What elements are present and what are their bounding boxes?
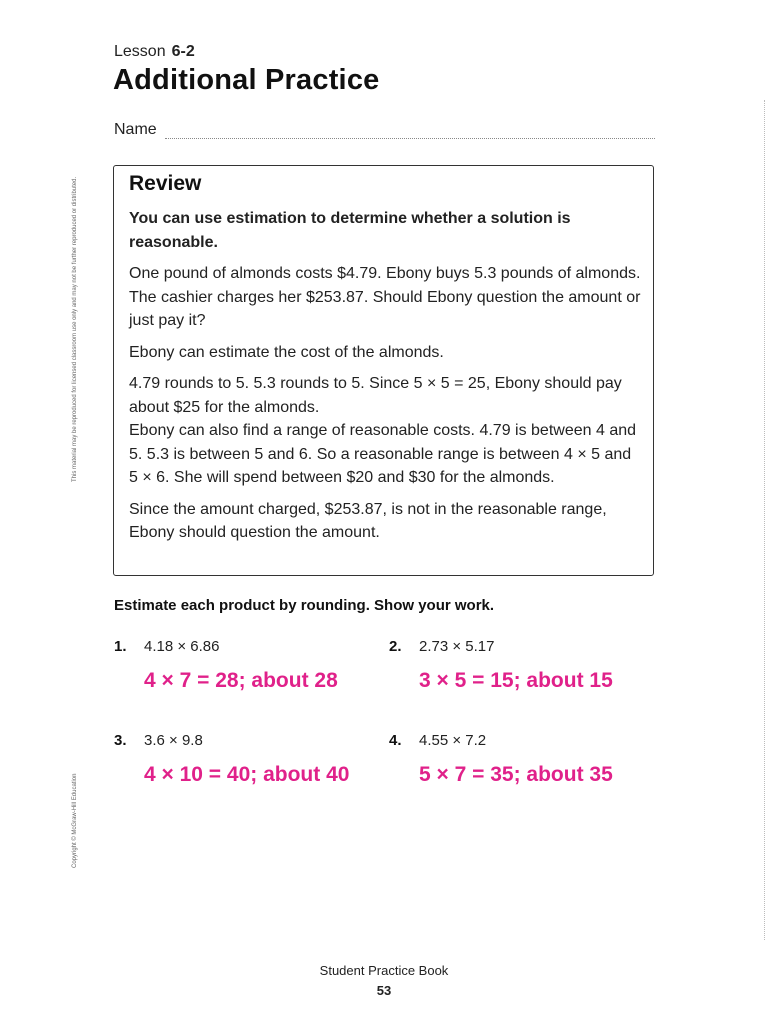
problem-answer: 4 × 10 = 40; about 40	[144, 763, 350, 786]
problem-expression: 4.18 × 6.86	[144, 638, 220, 655]
name-field[interactable]	[114, 121, 656, 139]
problem-expression: 3.6 × 9.8	[144, 732, 203, 749]
review-box	[113, 165, 654, 576]
footer-book-title: Student Practice Book	[319, 963, 449, 978]
review-body	[129, 207, 644, 545]
license-note: This material may be reproduced for licensed classroom use only and may not be further reproduced or distributed.	[72, 176, 78, 482]
footer	[0, 961, 768, 1001]
problem-expression: 4.55 × 7.2	[419, 732, 487, 749]
page-edge-divider	[764, 100, 766, 940]
review-paragraph: One pound of almonds costs $4.79. Ebony buys 5.3 pounds of almonds. The cashier charges her $253.87. Should Ebony question the amount or just pay it?	[129, 265, 641, 329]
problem-number: 2.	[389, 638, 402, 655]
name-label: Name	[114, 121, 157, 138]
problem-number: 1.	[114, 638, 127, 655]
review-paragraph: Since the amount charged, $253.87, is not in the reasonable range, Ebony should question the amount.	[129, 500, 607, 541]
review-paragraph: Ebony can also find a range of reasonable costs. 4.79 is between 4 and 5. 5.3 is between 5 and 6. So a reasonable range is between 4 × 5 and 5 × 6. She will spend between $20 and $30 for the almonds.	[129, 422, 637, 486]
problem-answer: 4 × 7 = 28; about 28	[144, 669, 338, 692]
instructions: Estimate each product by rounding. Show your work.	[114, 597, 495, 614]
review-intro: You can use estimation to determine whether a solution is reasonable.	[129, 210, 571, 251]
problem-number: 4.	[389, 732, 402, 749]
review-paragraph: Ebony can estimate the cost of the almonds.	[129, 343, 444, 361]
name-line[interactable]	[165, 138, 655, 139]
review-title: Review	[129, 172, 202, 195]
problem-answer: 3 × 5 = 15; about 15	[419, 669, 613, 692]
page-number: 53	[376, 983, 392, 998]
problem-answer: 5 × 7 = 35; about 35	[419, 763, 613, 786]
lesson-label-text: Lesson	[114, 43, 166, 60]
lesson-label	[114, 43, 195, 61]
review-paragraph: 4.79 rounds to 5. 5.3 rounds to 5. Since 5 × 5 = 25, Ebony should pay about $25 for the almonds.	[129, 375, 622, 416]
copyright-note: Copyright © McGraw-Hill Education	[72, 773, 78, 868]
page-title: Additional Practice	[113, 64, 380, 96]
problem-expression: 2.73 × 5.17	[419, 638, 495, 655]
problem-number: 3.	[114, 732, 127, 749]
lesson-number: 6-2	[171, 43, 195, 60]
